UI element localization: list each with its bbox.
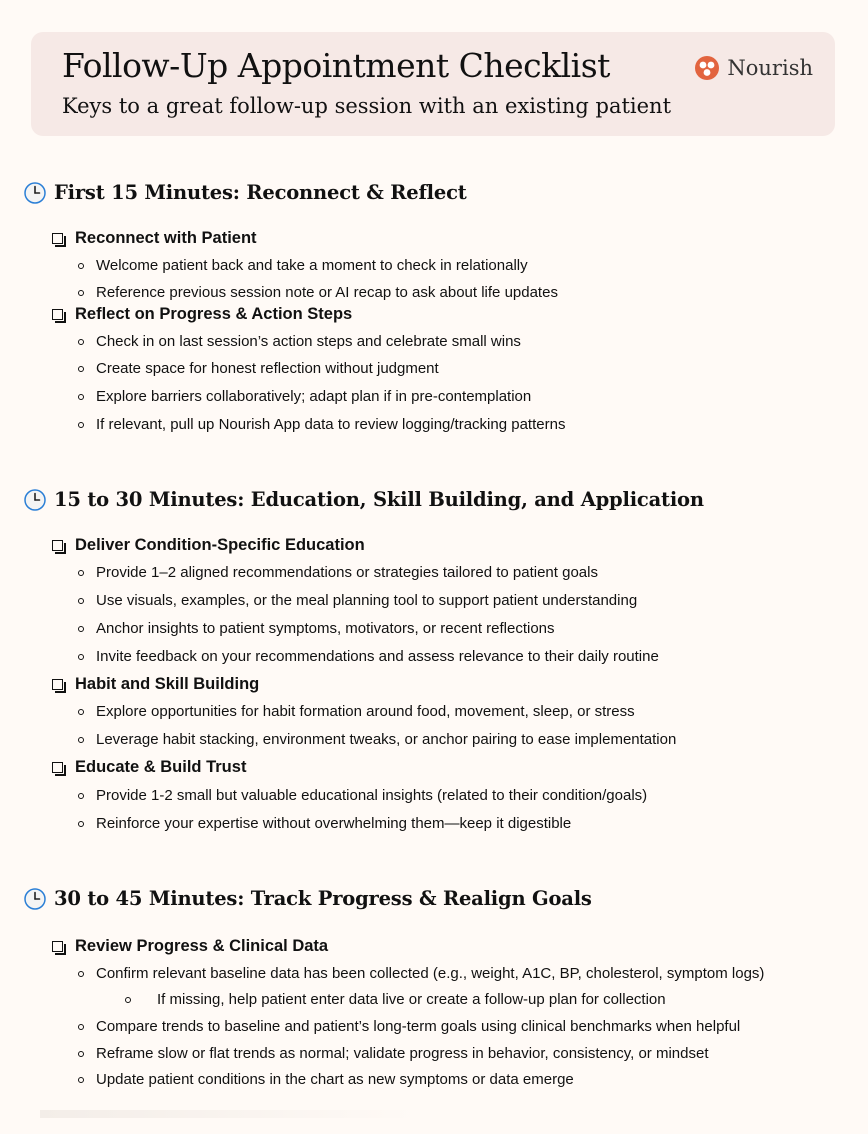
- bullet-text: Invite feedback on your recommendations and assess relevance to their daily routine: [96, 648, 659, 665]
- sub-list-item: [125, 991, 666, 1008]
- bullet-icon: [78, 570, 84, 576]
- page-title: Follow-Up Appointment Checklist: [62, 46, 610, 85]
- bullet-text: Confirm relevant baseline data has been collected (e.g., weight, A1C, BP, cholesterol, symptom logs): [96, 965, 765, 982]
- list-item: [78, 388, 531, 405]
- list-item: [78, 965, 764, 982]
- bullet-icon: [78, 394, 84, 400]
- bullet-text: Anchor insights to patient symptoms, motivators, or recent reflections: [96, 620, 555, 637]
- brand-logo: [695, 56, 813, 80]
- item-title: Educate & Build Trust: [75, 758, 247, 776]
- page-subtitle: Keys to a great follow-up session with an existing patient: [62, 94, 672, 118]
- checkbox-icon[interactable]: [52, 679, 63, 690]
- bullet-icon: [78, 1051, 84, 1057]
- bullet-icon: [78, 422, 84, 428]
- bullet-text: Use visuals, examples, or the meal planning tool to support patient understanding: [96, 592, 638, 609]
- checklist-item[interactable]: [52, 536, 365, 555]
- bullet-text: Reference previous session note or AI recap to ask about life updates: [96, 284, 558, 301]
- bullet-icon: [78, 290, 84, 296]
- bullet-text: Check in on last session’s action steps and celebrate small wins: [96, 333, 521, 350]
- list-item: [78, 787, 647, 804]
- bullet-icon: [78, 971, 84, 977]
- bullet-text: Leverage habit stacking, environment tweaks, or anchor pairing to ease implementation: [96, 731, 677, 748]
- bullet-icon: [78, 654, 84, 660]
- section-title: 30 to 45 Minutes: Track Progress & Realign Goals: [54, 887, 592, 910]
- bullet-icon: [78, 793, 84, 799]
- list-item: [78, 333, 521, 350]
- checkbox-icon[interactable]: [52, 540, 63, 551]
- bullet-text: Reinforce your expertise without overwhelming them—keep it digestible: [96, 815, 572, 832]
- list-item: [78, 360, 439, 377]
- checklist-item[interactable]: [52, 937, 328, 956]
- bullet-icon: [78, 598, 84, 604]
- checkbox-icon[interactable]: [52, 309, 63, 320]
- list-item: [78, 648, 659, 665]
- checkbox-icon[interactable]: [52, 233, 63, 244]
- section-heading: [24, 488, 704, 511]
- bullet-text: Explore opportunities for habit formation around food, movement, sleep, or stress: [96, 703, 635, 720]
- bullet-icon: [78, 709, 84, 715]
- bullet-text: Update patient conditions in the chart as new symptoms or data emerge: [96, 1071, 574, 1088]
- item-title: Review Progress & Clinical Data: [75, 937, 329, 955]
- checkbox-icon[interactable]: [52, 941, 63, 952]
- list-item: [78, 284, 558, 301]
- list-item: [78, 592, 637, 609]
- section-title: 15 to 30 Minutes: Education, Skill Building, and Application: [54, 488, 704, 511]
- bullet-text: Provide 1–2 aligned recommendations or strategies tailored to patient goals: [96, 564, 598, 581]
- footer-divider: [40, 1110, 420, 1118]
- list-item: [78, 1018, 740, 1035]
- item-title: Deliver Condition-Specific Education: [75, 536, 365, 554]
- list-item: [78, 703, 635, 720]
- bullet-icon: [78, 626, 84, 632]
- checklist-item[interactable]: [52, 305, 352, 324]
- bullet-text: Create space for honest reflection without judgment: [96, 360, 439, 377]
- bullet-text: Provide 1-2 small but valuable educational insights (related to their condition/goals): [96, 787, 648, 804]
- header-banner: [31, 32, 835, 136]
- clock-icon: [24, 888, 46, 910]
- checklist-item[interactable]: [52, 675, 259, 694]
- item-title: Habit and Skill Building: [75, 675, 260, 693]
- bullet-icon: [78, 737, 84, 743]
- list-item: [78, 1071, 574, 1088]
- bullet-icon: [78, 339, 84, 345]
- list-item: [78, 1045, 709, 1062]
- clock-icon: [24, 489, 46, 511]
- bullet-icon: [78, 263, 84, 269]
- bullet-text: If missing, help patient enter data live or create a follow-up plan for collection: [157, 991, 666, 1008]
- bullet-text: Compare trends to baseline and patient’s long-term goals using clinical benchmarks when helpful: [96, 1018, 741, 1035]
- bullet-text: Explore barriers collaboratively; adapt plan if in pre-contemplation: [96, 388, 532, 405]
- bullet-icon: [78, 1077, 84, 1083]
- list-item: [78, 815, 571, 832]
- nourish-logo-icon: [695, 56, 719, 80]
- bullet-icon: [78, 366, 84, 372]
- bullet-text: Welcome patient back and take a moment to check in relationally: [96, 257, 528, 274]
- section-title: First 15 Minutes: Reconnect & Reflect: [54, 181, 467, 204]
- clock-icon: [24, 182, 46, 204]
- item-title: Reconnect with Patient: [75, 229, 257, 247]
- list-item: [78, 731, 676, 748]
- section-heading: [24, 887, 592, 910]
- list-item: [78, 416, 565, 433]
- checklist-item[interactable]: [52, 758, 246, 777]
- bullet-icon: [78, 821, 84, 827]
- section-heading: [24, 181, 467, 204]
- item-title: Reflect on Progress & Action Steps: [75, 305, 353, 323]
- bullet-text: If relevant, pull up Nourish App data to review logging/tracking patterns: [96, 416, 566, 433]
- list-item: [78, 620, 555, 637]
- checklist-item[interactable]: [52, 229, 257, 248]
- bullet-icon: [125, 997, 131, 1003]
- bullet-icon: [78, 1024, 84, 1030]
- bullet-text: Reframe slow or flat trends as normal; validate progress in behavior, consistency, or mindset: [96, 1045, 709, 1062]
- list-item: [78, 257, 528, 274]
- brand-name: Nourish: [727, 56, 813, 80]
- list-item: [78, 564, 598, 581]
- checkbox-icon[interactable]: [52, 762, 63, 773]
